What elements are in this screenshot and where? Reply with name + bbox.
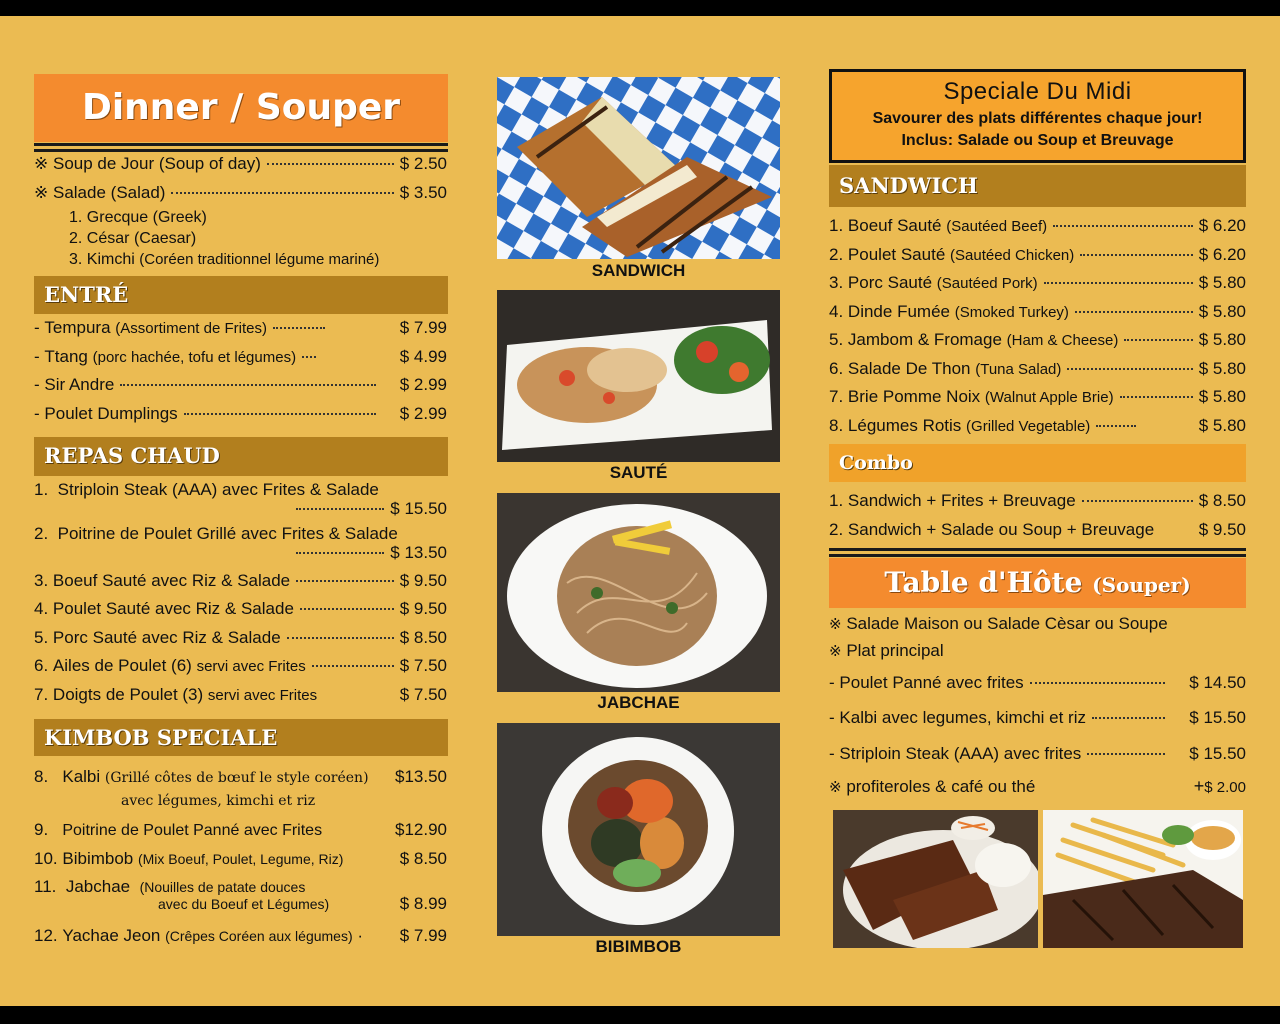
item-note: (Soup of day) — [158, 154, 261, 173]
section-header-combo: Combo — [829, 444, 1246, 482]
salad-option: 1. Grecque (Greek) — [69, 209, 207, 226]
item-price: $ 2.50 — [399, 154, 447, 173]
menu-item: 2. Poulet Sauté (Sautéed Chicken) $ 6.20 — [829, 245, 1246, 264]
section-header-repas-chaud: REPAS CHAUD — [34, 437, 448, 476]
menu-item-subline: avec légumes, kimchi et riz — [121, 793, 316, 809]
menu-item: 6. Ailes de Poulet (6) servi avec Frites $ 7.50 — [34, 656, 447, 675]
menu-item-subline: avec du Boeuf et Légumes) $ 8.99 — [158, 894, 447, 913]
menu-item: - Tempura (Assortiment de Frites) $ 7.99 — [34, 318, 447, 337]
table-hote-line: ※ Plat principal — [829, 641, 944, 660]
special-title: Speciale Du Midi — [943, 78, 1132, 105]
menu-page — [0, 16, 1280, 1006]
lunch-special-box — [829, 69, 1246, 163]
section-header-kimbob: KIMBOB SPECIALE — [34, 719, 448, 756]
photo-caption: SANDWICH — [591, 261, 686, 280]
dot-leader — [1044, 282, 1193, 284]
jabchae-photo — [497, 493, 780, 692]
dot-leader — [1096, 425, 1136, 427]
section-header-entre: ENTRÉ — [34, 276, 448, 314]
item-price: $ 3.50 — [399, 183, 447, 202]
menu-item: - Sir Andre $ 2.99 — [34, 375, 447, 394]
item-name: Salade — [52, 183, 106, 202]
menu-item: - Poulet Dumplings $ 2.99 — [34, 404, 447, 423]
menu-item: 7. Doigts de Poulet (3) servi avec Frites $ 7.50 — [34, 685, 447, 704]
menu-item-salad — [34, 183, 447, 203]
dot-leader — [1053, 225, 1193, 227]
dot-leader — [312, 665, 394, 667]
saute-photo — [497, 290, 780, 462]
menu-item: - Striploin Steak (AAA) avec frites $ 15.50 — [829, 744, 1246, 763]
menu-item: 3. Boeuf Sauté avec Riz & Salade $ 9.50 — [34, 571, 447, 590]
item-note: (Salad) — [110, 183, 166, 202]
bibimbob-photo — [497, 723, 780, 936]
steak-photo — [1043, 810, 1243, 948]
divider-line — [829, 548, 1246, 557]
dot-leader — [300, 608, 394, 610]
menu-item: 1. Sandwich + Frites + Breuvage $ 8.50 — [829, 491, 1246, 510]
menu-item: 4. Poulet Sauté avec Riz & Salade $ 9.50 — [34, 599, 447, 618]
photo-caption: SAUTÉ — [609, 463, 668, 482]
dot-leader — [171, 192, 393, 194]
bullet-mark: ※ — [34, 183, 49, 202]
dot-leader — [1124, 339, 1192, 341]
dot-leader — [1120, 396, 1193, 398]
menu-item-name: 2. Poitrine de Poulet Grillé avec Frites & Salade — [34, 524, 398, 543]
item-name: Soup de Jour — [52, 154, 155, 173]
menu-item: 5. Jambom & Fromage (Ham & Cheese) $ 5.80 — [829, 330, 1246, 349]
section-header-sandwich: SANDWICH — [829, 165, 1246, 207]
menu-item: 1. Boeuf Sauté (Sautéed Beef) $ 6.20 — [829, 216, 1246, 235]
menu-item: 2. Sandwich + Salade ou Soup + Breuvage $ 9.50 — [829, 520, 1246, 539]
special-line: Savourer des plats différentes chaque jour! — [872, 110, 1203, 127]
dot-leader — [1067, 368, 1192, 370]
dot-leader — [1030, 682, 1166, 684]
menu-item: - Ttang (porc hachée, tofu et légumes) $ 4.99 — [34, 347, 447, 366]
dot-leader — [184, 413, 376, 415]
divider-line — [34, 143, 448, 152]
salad-option: 3. Kimchi (Coréen traditionnel légume mariné) — [69, 251, 380, 268]
menu-item-soup — [34, 154, 447, 174]
menu-item-extra: ※ profiteroles & café ou thé + $ 2.00 — [829, 776, 1246, 796]
special-line: Inclus: Salade ou Soup et Breuvage — [901, 132, 1174, 149]
dot-leader — [287, 637, 394, 639]
kalbi-photo — [833, 810, 1038, 948]
menu-item: 3. Porc Sauté (Sautéed Pork) $ 5.80 — [829, 273, 1246, 292]
dot-leader — [296, 580, 394, 582]
menu-item-price-line: $ 13.50 — [290, 543, 447, 563]
table-hote-banner: Table d'Hôte (Souper) — [829, 558, 1246, 608]
menu-item: 8. Kalbi (Grillé côtes de bœuf le style coréen) $13.50 — [34, 767, 447, 786]
menu-item-name: 1. Striploin Steak (AAA) avec Frites & Salade — [34, 480, 379, 499]
menu-item: 5. Porc Sauté avec Riz & Salade $ 8.50 — [34, 628, 447, 647]
menu-item: 9. Poitrine de Poulet Panné avec Frites $12.90 — [34, 820, 447, 839]
menu-item: - Kalbi avec legumes, kimchi et riz $ 15.50 — [829, 708, 1246, 727]
menu-item: 10. Bibimbob (Mix Boeuf, Poulet, Legume, Riz) $ 8.50 — [34, 849, 447, 868]
menu-item: 4. Dinde Fumée (Smoked Turkey) $ 5.80 — [829, 302, 1246, 321]
menu-item: - Poulet Panné avec frites $ 14.50 — [829, 673, 1246, 692]
dot-leader — [1080, 254, 1192, 256]
table-hote-line: ※ Salade Maison ou Salade Cèsar ou Soupe — [829, 614, 1168, 633]
menu-item: 11. Jabchae (Nouilles de patate douces — [34, 877, 306, 896]
dot-leader — [120, 384, 375, 386]
dinner-title-banner: Dinner / Souper — [34, 74, 448, 142]
dot-leader — [296, 552, 384, 554]
sandwich-photo — [497, 77, 780, 259]
dot-leader — [1082, 500, 1193, 502]
photo-caption: JABCHAE — [597, 693, 680, 712]
menu-item: 12. Yachae Jeon (Crêpes Coréen aux légumes) · $ 7.99 — [34, 926, 447, 945]
bullet-mark: ※ — [34, 154, 49, 173]
photo-caption: BIBIMBOB — [595, 937, 682, 956]
dot-leader — [302, 356, 316, 358]
dot-leader — [296, 508, 384, 510]
dot-leader — [1075, 311, 1193, 313]
salad-option: 2. César (Caesar) — [69, 230, 197, 247]
menu-item: 8. Légumes Rotis (Grilled Vegetable) $ 5.80 — [829, 416, 1246, 435]
dot-leader — [1092, 717, 1165, 719]
dot-leader — [267, 163, 394, 165]
dot-leader — [273, 327, 325, 329]
dot-leader — [1087, 753, 1165, 755]
menu-item: 6. Salade De Thon (Tuna Salad) $ 5.80 — [829, 359, 1246, 378]
menu-item-price-line: $ 15.50 — [290, 499, 447, 519]
menu-item: 7. Brie Pomme Noix (Walnut Apple Brie) $ 5.80 — [829, 387, 1246, 406]
